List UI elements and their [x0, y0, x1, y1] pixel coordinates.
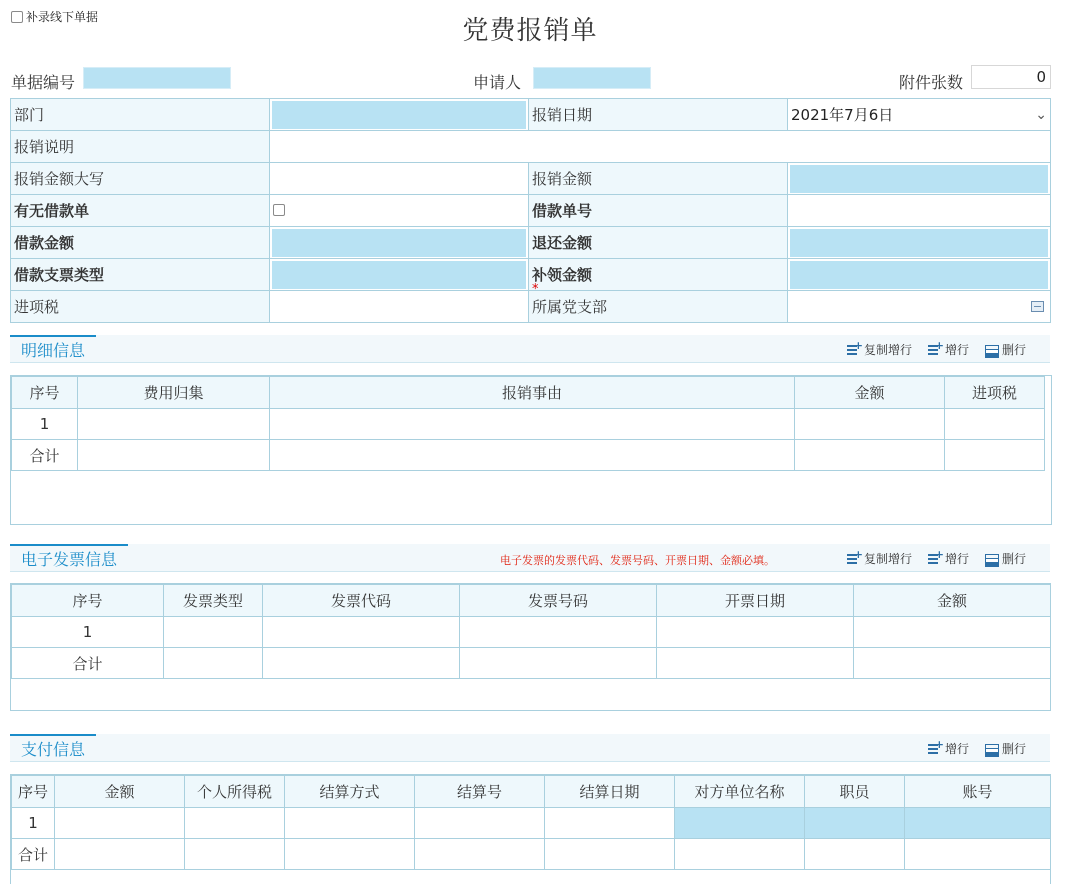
col-header[interactable]: 结算方式	[285, 776, 415, 808]
refund-amount-field[interactable]	[788, 227, 1051, 259]
payment-section-bar	[10, 734, 1050, 762]
loan-payment-type-field[interactable]	[270, 259, 529, 291]
input-tax-field[interactable]	[270, 291, 529, 323]
invoice-warning: 电子发票的发票代码、发票号码、开票日期、金额必填。	[500, 554, 775, 567]
applicant-field[interactable]	[533, 67, 651, 89]
invoice-copy-add-button[interactable]: + 复制增行	[847, 550, 912, 567]
grid-cell[interactable]	[675, 808, 805, 839]
has-loan-label: 有无借款单	[11, 195, 270, 227]
dept-label: 部门	[11, 99, 270, 131]
attachments-label: 附件张数	[899, 73, 964, 92]
total-label: 合计	[12, 648, 164, 679]
lookup-icon[interactable]	[1031, 301, 1044, 312]
total-label: 合计	[12, 440, 78, 471]
detail-grid-box	[10, 375, 1052, 525]
detail-section-bar	[10, 335, 1050, 363]
reimb-date-value: 2021年7月6日	[791, 106, 894, 124]
reimb-date-label: 报销日期	[529, 99, 788, 131]
row-index: 1	[12, 808, 55, 839]
copy-add-row-icon	[847, 553, 861, 565]
grid-cell[interactable]	[795, 409, 945, 440]
detail-delete-button[interactable]: 删行	[985, 341, 1026, 358]
grid-cell[interactable]	[270, 409, 795, 440]
refund-amount-label: 退还金额	[529, 227, 788, 259]
doc-no-field[interactable]	[83, 67, 231, 89]
grid-cell	[285, 839, 415, 870]
grid-cell	[270, 440, 795, 471]
loan-payment-type-label: 借款支票类型	[11, 259, 270, 291]
copy-add-row-icon	[847, 344, 861, 356]
delete-row-icon	[985, 553, 999, 565]
grid-cell	[415, 839, 545, 870]
grid-cell	[905, 839, 1051, 870]
grid-cell[interactable]	[657, 617, 854, 648]
has-loan-cell	[270, 195, 529, 227]
invoice-grid-box	[10, 583, 1051, 711]
payment-add-button[interactable]: + 增行	[928, 740, 969, 757]
col-header[interactable]: 职员	[805, 776, 905, 808]
col-header[interactable]: 序号	[12, 585, 164, 617]
reimbursement-form	[10, 98, 1051, 323]
grid-cell[interactable]	[55, 808, 185, 839]
col-header[interactable]: 进项税	[945, 377, 1045, 409]
loan-amount-field[interactable]	[270, 227, 529, 259]
grid-cell	[185, 839, 285, 870]
col-header[interactable]: 对方单位名称	[675, 776, 805, 808]
grid-cell	[263, 648, 460, 679]
amount-field[interactable]	[788, 163, 1051, 195]
reimb-date-picker[interactable]	[788, 99, 1051, 131]
detail-grid	[11, 376, 1045, 471]
total-row	[12, 839, 1051, 870]
payment-grid-box	[10, 774, 1051, 884]
amount-upper-field[interactable]	[270, 163, 529, 195]
payment-delete-button[interactable]: 删行	[985, 740, 1026, 757]
detail-section-title: 明细信息	[10, 335, 96, 363]
col-header[interactable]: 个人所得税	[185, 776, 285, 808]
grid-cell[interactable]	[164, 617, 263, 648]
col-header[interactable]: 序号	[12, 377, 78, 409]
grid-cell	[854, 648, 1051, 679]
add-row-icon	[928, 553, 942, 565]
description-field[interactable]	[270, 131, 1051, 163]
grid-cell[interactable]	[805, 808, 905, 839]
grid-cell[interactable]	[854, 617, 1051, 648]
has-loan-checkbox[interactable]	[273, 204, 285, 216]
invoice-section-title: 电子发票信息	[10, 544, 128, 572]
applicant-label: 申请人	[473, 73, 522, 92]
grid-cell	[78, 440, 270, 471]
amount-label: 报销金额	[529, 163, 788, 195]
grid-cell[interactable]	[905, 808, 1051, 839]
col-header[interactable]: 报销事由	[270, 377, 795, 409]
col-header[interactable]: 发票号码	[460, 585, 657, 617]
grid-cell	[164, 648, 263, 679]
col-header[interactable]: 账号	[905, 776, 1051, 808]
grid-cell[interactable]	[285, 808, 415, 839]
table-row	[12, 409, 1045, 440]
table-row	[12, 617, 1051, 648]
grid-cell[interactable]	[78, 409, 270, 440]
col-header[interactable]: 金额	[795, 377, 945, 409]
grid-cell[interactable]	[185, 808, 285, 839]
add-row-icon	[928, 344, 942, 356]
grid-cell[interactable]	[945, 409, 1045, 440]
amount-upper-label: 报销金额大写	[11, 163, 270, 195]
required-mark: *	[532, 282, 539, 297]
invoice-delete-button[interactable]: 删行	[985, 550, 1026, 567]
doc-no-label: 单据编号	[11, 73, 76, 92]
col-header[interactable]: 发票代码	[263, 585, 460, 617]
grid-cell[interactable]	[545, 808, 675, 839]
supplement-amount-field[interactable]	[788, 259, 1051, 291]
payment-grid	[11, 775, 1051, 870]
grid-cell	[657, 648, 854, 679]
invoice-grid	[11, 584, 1051, 679]
payment-section-title: 支付信息	[10, 734, 96, 762]
dept-field[interactable]	[270, 99, 529, 131]
grid-cell[interactable]	[415, 808, 545, 839]
grid-cell[interactable]	[263, 617, 460, 648]
grid-cell	[795, 440, 945, 471]
invoice-add-button[interactable]: + 增行	[928, 550, 969, 567]
col-header[interactable]: 开票日期	[657, 585, 854, 617]
table-row	[12, 808, 1051, 839]
grid-cell	[545, 839, 675, 870]
offline-entry-label: 补录线下单据	[26, 10, 99, 24]
grid-cell	[675, 839, 805, 870]
input-tax-label: 进项税	[11, 291, 270, 323]
description-label: 报销说明	[11, 131, 270, 163]
grid-cell	[805, 839, 905, 870]
grid-cell[interactable]	[460, 617, 657, 648]
detail-copy-add-button[interactable]: + 复制增行	[847, 341, 912, 358]
delete-row-icon	[985, 344, 999, 356]
loan-no-label: 借款单号	[529, 195, 788, 227]
row-index: 1	[12, 409, 78, 440]
loan-no-field[interactable]	[788, 195, 1051, 227]
total-row	[12, 440, 1045, 471]
invoice-section-bar	[10, 544, 1050, 572]
chevron-down-icon[interactable]: ⌄	[1035, 106, 1047, 123]
col-header[interactable]: 结算号	[415, 776, 545, 808]
grid-cell	[945, 440, 1045, 471]
grid-cell	[460, 648, 657, 679]
page-title: 党费报销单	[462, 16, 598, 46]
detail-add-button[interactable]: + 增行	[928, 341, 969, 358]
col-header[interactable]: 金额	[55, 776, 185, 808]
supplement-amount-label: 补领金额	[529, 259, 788, 291]
party-branch-label-cell	[529, 282, 788, 323]
col-header[interactable]: 序号	[12, 776, 55, 808]
delete-row-icon	[985, 743, 999, 755]
col-header[interactable]: 结算日期	[545, 776, 675, 808]
row-index: 1	[12, 617, 164, 648]
col-header[interactable]: 金额	[854, 585, 1051, 617]
add-row-icon	[928, 743, 942, 755]
grid-cell	[55, 839, 185, 870]
col-header[interactable]: 发票类型	[164, 585, 263, 617]
party-branch-field[interactable]	[788, 291, 1051, 323]
col-header[interactable]: 费用归集	[78, 377, 270, 409]
party-branch-label: 所属党支部	[532, 298, 608, 316]
attachments-input[interactable]: 0	[971, 65, 1051, 89]
total-label: 合计	[12, 839, 55, 870]
loan-amount-label: 借款金额	[11, 227, 270, 259]
total-row	[12, 648, 1051, 679]
